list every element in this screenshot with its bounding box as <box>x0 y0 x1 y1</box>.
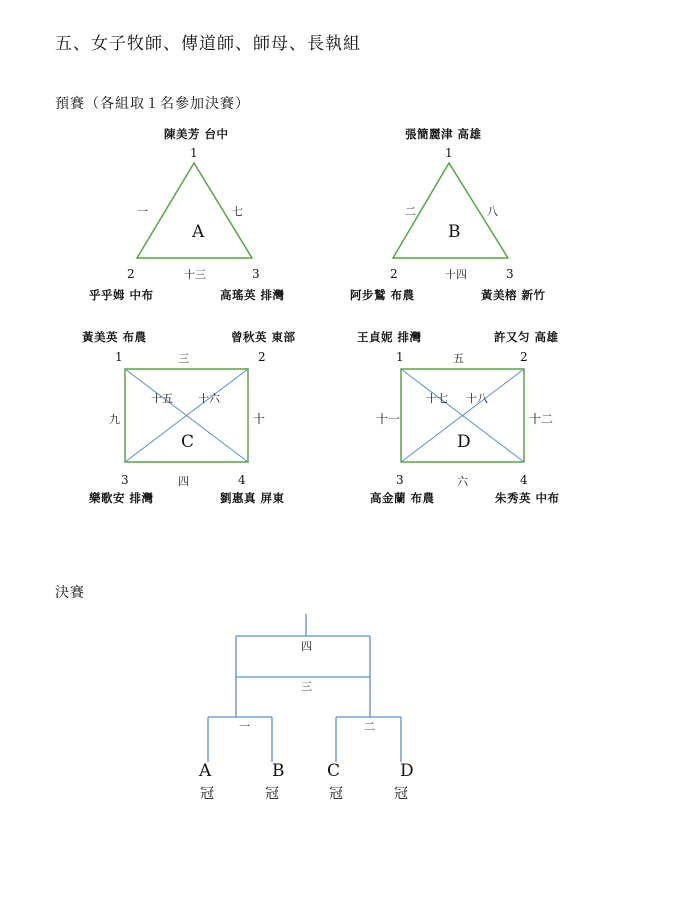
match-label: 六 <box>457 475 468 488</box>
match-label: 九 <box>109 413 120 426</box>
vertex-number: 2 <box>127 267 135 281</box>
match-label: 十六 <box>198 392 220 405</box>
final-entrant: C <box>327 761 341 781</box>
group-label: D <box>457 432 471 452</box>
player-name: 樂歌安 排灣 <box>89 491 154 505</box>
match-label: 八 <box>487 205 498 218</box>
match-label: 十三 <box>184 268 206 281</box>
match-label: 十四 <box>445 268 467 281</box>
page-title: 五、女子牧師、傳道師、師母、長執組 <box>55 34 361 54</box>
player-name: 曾秋英 東部 <box>231 330 296 344</box>
player-name: 阿步鷲 布農 <box>350 288 415 302</box>
match-label: 十七 <box>426 392 448 405</box>
final-heading: 決賽 <box>55 585 85 601</box>
vertex-number: 1 <box>115 350 123 364</box>
player-name: 乎乎姆 中布 <box>89 288 154 302</box>
player-name: 陳美芳 台中 <box>164 127 229 141</box>
final-entrant: B <box>272 761 285 781</box>
vertex-number: 1 <box>396 350 404 364</box>
match-label: 一 <box>137 205 148 218</box>
match-label: 三 <box>301 680 312 693</box>
final-entrant: A <box>199 761 212 781</box>
vertex-number: 3 <box>506 267 514 281</box>
match-label: 二 <box>364 720 375 733</box>
match-label: 一 <box>239 720 250 733</box>
vertex-number: 1 <box>445 146 453 160</box>
match-label: 五 <box>453 352 464 365</box>
vertex-number: 1 <box>190 146 198 160</box>
final-entrant-sub: 冠 <box>200 786 215 802</box>
prelim-heading: 預賽（各組取１名參加決賽） <box>55 96 250 112</box>
final-entrant-sub: 冠 <box>394 786 409 802</box>
vertex-number: 3 <box>396 473 404 487</box>
player-name: 許又匀 高雄 <box>494 330 559 344</box>
final-entrant: D <box>400 761 414 781</box>
player-name: 黃美榕 新竹 <box>481 288 546 302</box>
vertex-number: 2 <box>390 267 398 281</box>
player-name: 朱秀英 中布 <box>495 491 560 505</box>
group-label: C <box>181 432 195 452</box>
vertex-number: 3 <box>121 473 129 487</box>
match-label: 三 <box>178 352 189 365</box>
player-name: 高金蘭 布農 <box>370 491 435 505</box>
match-label: 十二 <box>529 412 554 426</box>
match-label: 四 <box>178 475 189 488</box>
vertex-number: 2 <box>520 350 528 364</box>
vertex-number: 2 <box>258 350 266 364</box>
match-label: 十五 <box>151 392 173 405</box>
player-name: 黃美英 布農 <box>82 330 147 344</box>
group-label: B <box>448 222 461 242</box>
group-label: A <box>192 222 205 242</box>
match-label: 十一 <box>376 412 401 426</box>
match-label: 十 <box>253 412 266 426</box>
match-label: 四 <box>301 640 312 653</box>
vertex-number: 4 <box>238 473 246 487</box>
player-name: 張簡麗津 高雄 <box>405 127 482 141</box>
match-label: 十八 <box>466 392 488 405</box>
player-name: 王貞妮 排灣 <box>357 330 422 344</box>
player-name: 高瑤英 排灣 <box>220 288 285 302</box>
match-label: 七 <box>232 205 243 218</box>
player-name: 劉惠真 屏東 <box>220 491 285 505</box>
vertex-number: 4 <box>520 473 528 487</box>
final-entrant-sub: 冠 <box>265 786 280 802</box>
final-entrant-sub: 冠 <box>329 786 344 802</box>
vertex-number: 3 <box>252 267 260 281</box>
match-label: 二 <box>405 205 416 218</box>
